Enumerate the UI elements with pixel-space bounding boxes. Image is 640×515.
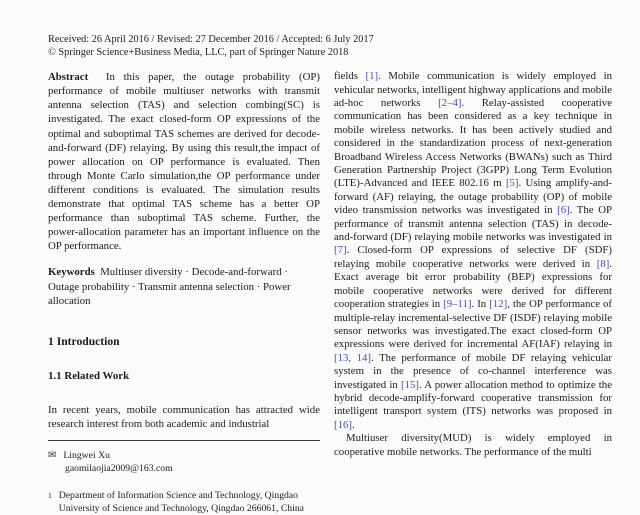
citation-link[interactable]: [6] — [557, 204, 570, 217]
citation-link[interactable]: [15] — [400, 378, 419, 391]
citation-link[interactable]: [16] — [334, 418, 352, 431]
keywords-paragraph — [48, 265, 320, 307]
article-history-header — [48, 34, 612, 59]
citation-link[interactable]: [5] — [505, 177, 519, 190]
abstract-text: In this paper, the outage probability (OP) performance of mobile multiuser networks with transmit antenna selection (TAS) and selection combing(SC) is investigated. The exact closed-form OP expressions of the optimal and suboptimal TAS schemes are derived for decode-and-forward (DF) relaying. By using this result,the impact of power allocation on OP performance is evaluated. Then through Monte Carlo simulation,the OP performance under different conditions is evaluated. The simulation results demonstrate that optimal TAS scheme has a better OP performance than suboptimal TAS scheme. Further, the power-allocation parameter has an important influence on the OP performance. — [48, 71, 320, 253]
copyright-line: © Springer Science+Business Media, LLC, part of Springer Nature 2018 — [48, 46, 349, 58]
two-column-body — [48, 70, 612, 515]
affiliation-marker: 1 — [48, 491, 52, 501]
corresponding-author-row — [48, 450, 320, 463]
citation-link[interactable]: [8] — [596, 257, 610, 270]
citation-link[interactable]: [12] — [489, 298, 508, 311]
corresponding-author-name: Lingwei Xu — [63, 450, 110, 462]
body-paragraph-2: Multiuser diversity(MUD) is widely employed in cooperative mobile networks. The performance of the multi — [334, 432, 612, 458]
affiliation-row — [48, 490, 320, 515]
citation-link[interactable]: [9–11] — [443, 298, 472, 311]
subsection-heading-related-work: 1.1 Related Work — [48, 369, 130, 382]
introduction-paragraph: In recent years, mobile communication has attracted wide research interest from both academic and industrial — [48, 403, 320, 430]
email-envelope-icon: ✉ — [48, 450, 57, 462]
body-paragraph-1: fields [1]. Mobile communication is widely employed in vehicular networks, intelligent highway applications and mobile ad-hoc networks [2–4]. Relay-assisted cooperative communication has been considered as a key technique in mobile wireless networks. It has been actively studied and considered in the standardization process of next-generation Broadband Wireless Access Networks (BWANs) such as Third Generation Partnership Project (3GPP) Long Term Evolution (LTE)-Advanced and IEEE 802.16 m [5]. Using amplify-and-forward (AF) relaying, the outage probability (OP) of mobile video transmission networks was investigated in [6]. The OP performance of transmit antenna selection (TAS) in decode-and-forward (DF) relaying mobile networks was investigated in [7]. Closed-form OP expressions of selective DF (SDF) relaying mobile cooperative networks were derived in [8]. Exact average bit error probability (BEP) expressions for mobile cooperative networks were derived for different cooperation strategies in [9–11]. In [12], the OP performance of multiple-relay incremental-selective DF (ISDF) relaying mobile sensor networks was investigated.The exact closed-form OP expressions were derived for incremental AF(IAF) relaying in [13, 14]. The performance of mobile DF relaying vehicular system in the presence of co-channel interference was investigated in [15]. A power allocation method to optimize the hybrid decode-amplify-forward cooperative transmission for intelligent transport system (ITS) networks was proposed in [16]. — [334, 70, 613, 431]
citation-link[interactable]: [2–4] — [438, 97, 462, 109]
keywords-label: Keywords — [48, 266, 95, 279]
footnote-block — [48, 450, 320, 515]
left-column — [48, 70, 320, 515]
footnote-divider — [48, 440, 320, 441]
keywords-text: Multiuser diversity · Decode-and-forward · Outage probability · Transmit antenna selection · Power allocation — [48, 266, 291, 307]
abstract-label: Abstract — [48, 71, 89, 84]
affiliation-text: Department of Information Science and Technology, Qingdao University of Science and Technology, Qingdao 266061, China — [58, 490, 304, 514]
author-email-link[interactable]: gaomilaojia2009@163.com — [65, 462, 173, 474]
abstract-paragraph — [48, 70, 320, 253]
citation-link[interactable]: [1] — [365, 70, 379, 83]
citation-link[interactable]: [13, 14] — [334, 351, 372, 364]
right-column — [334, 70, 612, 515]
section-heading-introduction: 1 Introduction — [48, 334, 120, 348]
received-revised-accepted-line: Received: 26 April 2016 / Revised: 27 December 2016 / Accepted: 6 July 2017 — [48, 34, 374, 45]
citation-link[interactable]: [7] — [334, 244, 347, 257]
